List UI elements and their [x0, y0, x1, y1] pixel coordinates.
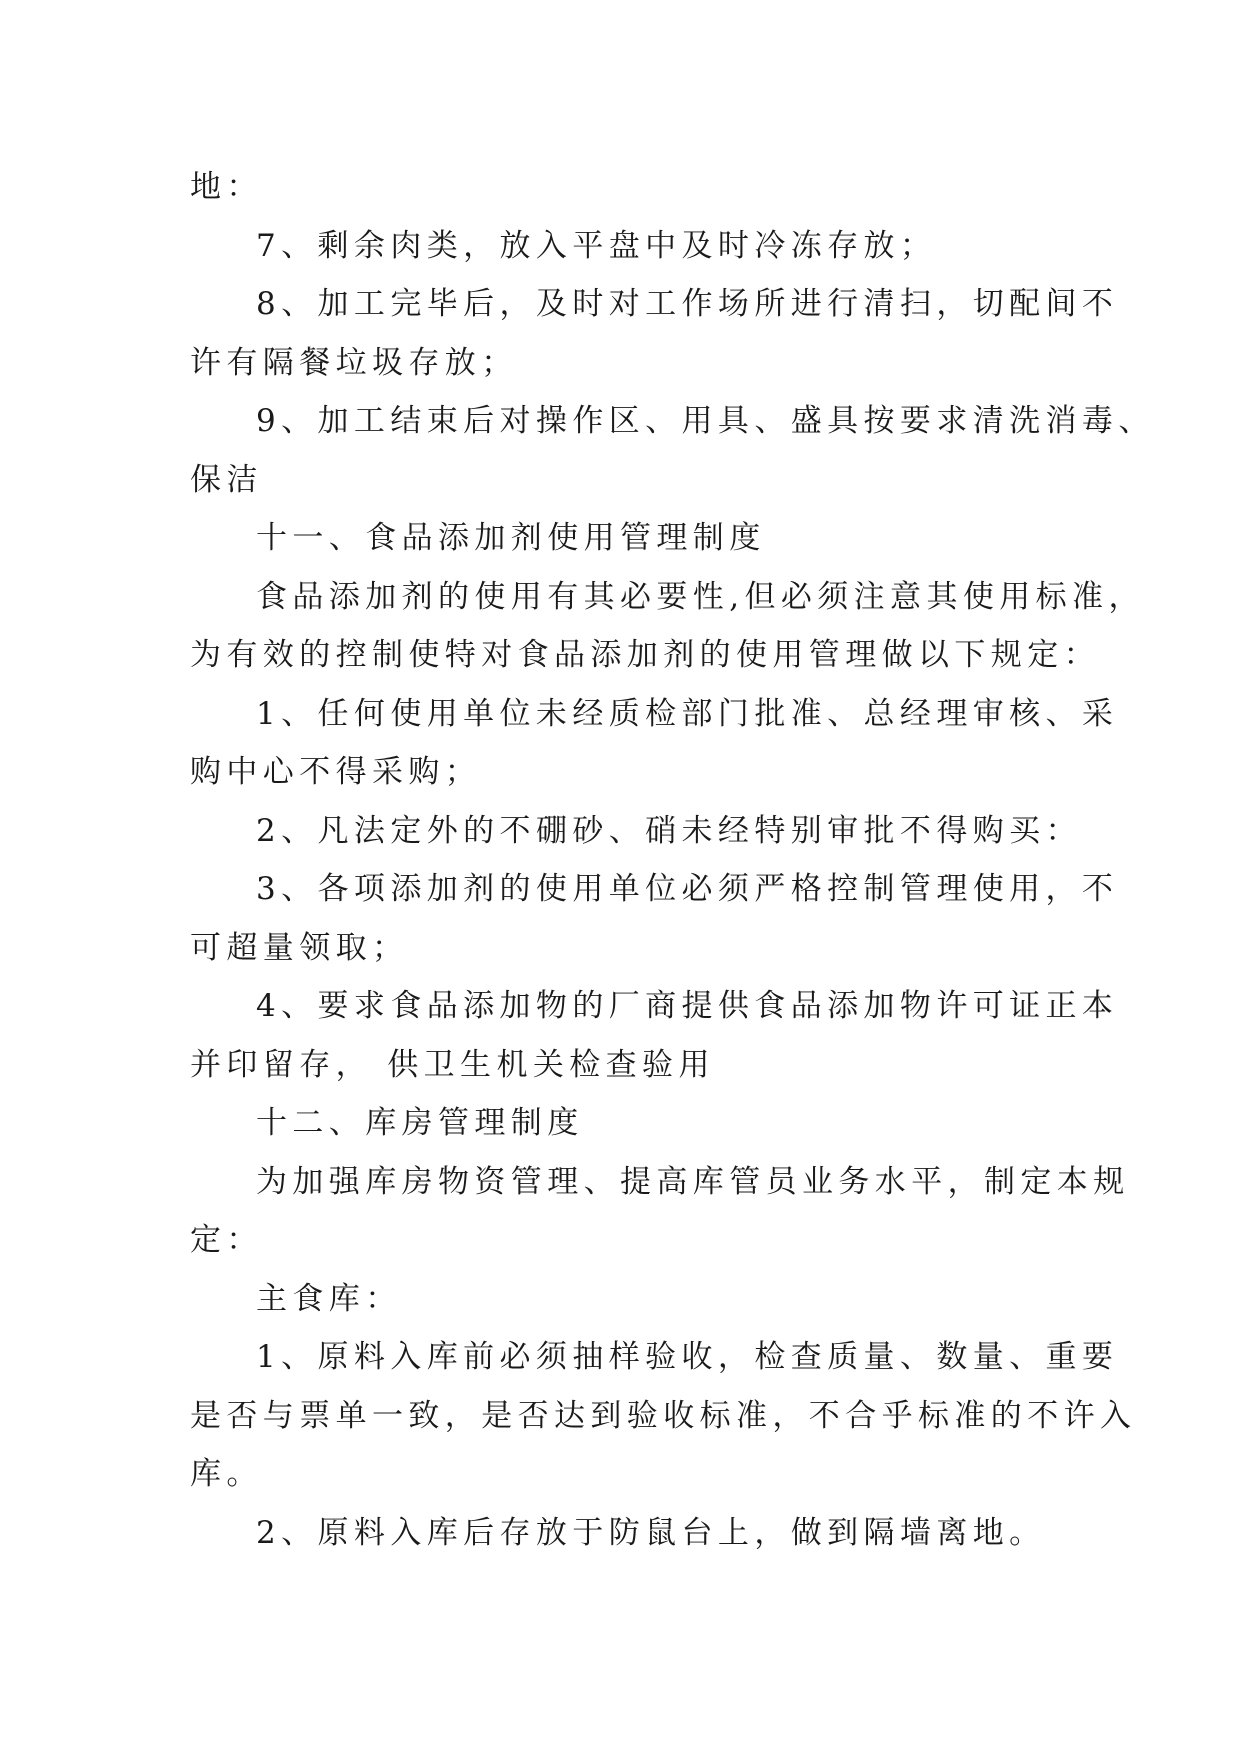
text-line: 为有效的控制使特对食品添加剂的使用管理做以下规定： [190, 637, 1100, 673]
text-line: 1、原料入库前必须抽样验收，检查质量、数量、重要 [256, 1339, 1119, 1375]
text-line: 购中心不得采购； [190, 754, 482, 790]
text-line: 2、凡法定外的不硼砂、硝未经特别审批不得购买： [256, 812, 1082, 849]
text-line: 9、加工结束后对操作区、用具、盛具按要求清洗消毒、 [256, 403, 1155, 439]
text-line: 地： [190, 169, 263, 205]
section-heading: 十二、库房管理制度 [256, 1105, 584, 1141]
text-line: 7、剩余肉类，放入平盘中及时冷冻存放； [256, 227, 937, 264]
subsection-heading: 主食库： [256, 1280, 402, 1317]
text-line: 保洁 [190, 461, 263, 498]
text-line: 食品添加剂的使用有其必要性,但必须注意其使用标准， [256, 578, 1145, 615]
text-line: 许有隔餐垃圾存放； [190, 344, 518, 381]
text-line: 库。 [190, 1456, 263, 1492]
text-line: 4、要求食品添加物的厂商提供食品添加物许可证正本 [256, 988, 1119, 1024]
section-heading: 十一、食品添加剂使用管理制度 [256, 520, 766, 556]
text-line: 可超量领取； [190, 929, 409, 966]
text-line: 1、任何使用单位未经质检部门批准、总经理审核、采 [256, 695, 1119, 732]
text-line: 是否与票单一致，是否达到验收标准，不合乎标准的不许入 [190, 1397, 1137, 1434]
text-line: 2、原料入库后存放于防鼠台上，做到隔墙离地。 [256, 1514, 1046, 1551]
text-line: 并印留存， 供卫生机关检查验用 [190, 1046, 715, 1083]
text-line: 为加强库房物资管理、提高库管员业务水平，制定本规 [256, 1163, 1130, 1200]
text-line: 8、加工完毕后，及时对工作场所进行清扫，切配间不 [256, 286, 1119, 322]
document-body [190, 158, 1155, 1562]
text-line: 3、各项添加剂的使用单位必须严格控制管理使用，不 [256, 871, 1119, 907]
text-line: 定： [190, 1222, 263, 1258]
